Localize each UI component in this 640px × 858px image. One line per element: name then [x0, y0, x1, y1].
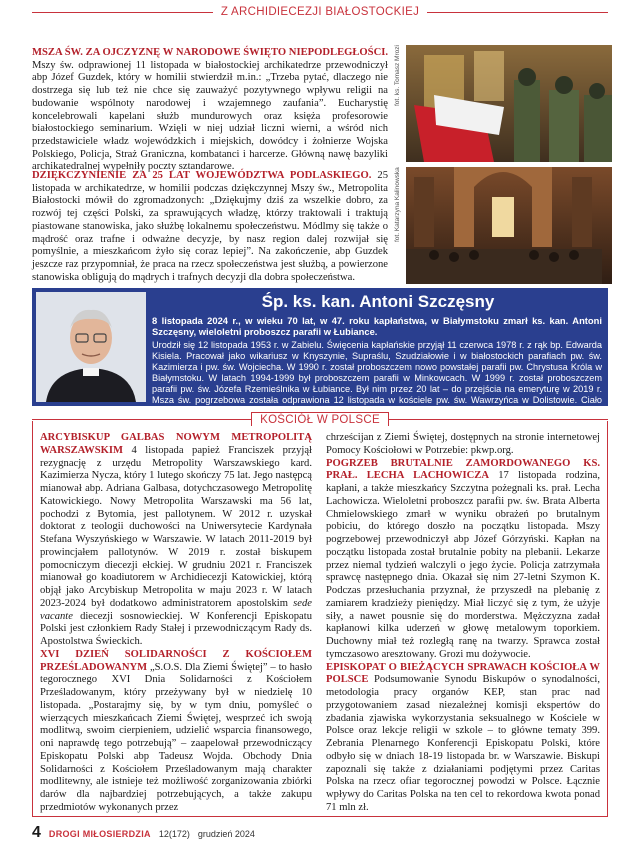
section-title: Z ARCHIDIECEZJI BIAŁOSTOCKIEJ: [220, 6, 420, 18]
article-headline: ARCYBISKUP GALBAS NOWYM METROPOLITĄ WARSZAWSKIM: [40, 432, 312, 456]
article-headline: MSZA ŚW. ZA OJCZYZNĘ W NARODOWE ŚWIĘTO NIEPODLEGŁOŚCI.: [32, 47, 388, 58]
section-title: KOŚCIÓŁ W POLSCE: [251, 412, 389, 426]
issue-number: 12(172): [158, 829, 190, 839]
photo-soldiers-image: [394, 45, 612, 162]
section-header-poland: [32, 412, 608, 426]
article-independence-mass: [32, 47, 388, 174]
article-galbas: [40, 432, 312, 649]
article-solidarity-cont: chrześcijan z Ziemi Świętej, dostępnych na stronie internetowej Pomocy Kościołowi w Potrzebie: pkwp.org.: [326, 432, 600, 456]
article-headline: XVI DZIEŃ SOLIDARNOŚCI Z KOŚCIOŁEM PRZEŚLADOWANYM: [40, 648, 312, 673]
obituary-lead: 8 listopada 2024 r., w wieku 70 lat, w 47. roku kapłaństwa, w Białymstoku zmarł ks. kan. Antoni Szczęsny, wieloletni proboszcz parafii w Łubiance.: [152, 315, 602, 338]
magazine-name: DROGI MIŁOSIERDZIA: [48, 829, 151, 839]
photo-credit: fot. ks. Tomasz Mrozi: [394, 45, 406, 162]
obituary-portrait: [36, 292, 146, 402]
page-number: 4: [32, 824, 41, 841]
obituary-title: Śp. ks. kan. Antoni Szczęsny: [261, 292, 495, 311]
issue-date: grudzień 2024: [197, 829, 255, 839]
photo-cathedral-soldiers: [394, 45, 612, 162]
priest-portrait-image: [36, 292, 146, 402]
article-body: „S.O.S. Dla Ziemi Świętej” – to hasło tegorocznego XVI Dnia Solidarności z Kościołem Prześladowanym, który przeżywany był w niedzielę 10 listopada. „Postarajmy się, by w tym dniu, pomyśleć o wierzących mieszkańcach Ziemi Świętej, wesprzeć ich swoją modlitwą, swoim cierpieniem, udzielić wsparcia finansowego, oni naprawdę tego potrzebują” – zaapelował przewodniczący Episkopatu Polski abp Tadeusz Wojda. Obchody Dnia Solidarności z Kościołem Prześladowanym mają charakter modlitewny, ale istnieje też możliwość zorganizowania zbiórki darów dla najbardziej potrzebujących, a także zakupu przedmiotów wykonanych przez: [40, 661, 312, 813]
photo-credit: fot. Katarzyna Kalinowska: [394, 167, 406, 284]
article-podlaskie-thanksgiving: [32, 170, 388, 284]
article-headline: DZIĘKCZYNIENIE ZA 25 LAT WOJEWÓDZTWA PODLASKIEGO.: [32, 170, 372, 181]
article-body: 25 listopada w archikatedrze, w homilii podczas dziękczynnej Mszy św., Metropolita Białostocki mówił do zgromadzonych: „Dziękujmy dziś za wszelkie dobro, za rozwój tej części Polski, za sprawujących władzę, którzy traktowali i traktują piastowane stanowiska, jako służbę lokalnemu społeczeństwu. Módlmy się także o mądrość oraz trafne i odważne decyzje, by nasz region dalej rozwijał się pomyślnie, a mieszkańcom żyło się coraz lepiej”. Na zakończenie, abp Guzdek jeszcze raz przypomniał, że praca na rzecz społeczeństwa jest służbą, a powierzone stanowiska obligują do mądrych i trafnych decyzji dla dobra społeczeństwa.: [32, 170, 388, 283]
article-italic: sede vacante: [40, 597, 312, 622]
page-footer: [32, 824, 255, 842]
column-right: [326, 432, 600, 815]
photo-cathedral-interior: [394, 167, 612, 284]
article-episcopate: [326, 662, 600, 815]
section-header-archdiocese: [32, 6, 608, 18]
article-body: Mszy św. odprawionej 11 listopada w białostockiej archikatedrze przewodniczył abp Józef Guzdek, który w homilii stwierdził m.in.: „Trzeba pytać, dlaczego nie dostrzega się lub też nie chce się zauważyć pozytywnego wpływu religii na budowanie wspólnoty narodowej i wzajemnego zaufania”. Eucharystię koncelebrowali kapelani służb mundurowych oraz księża profesorowie białostockiego seminarium. Wzięli w niej udział liczni wierni, a wśród nich przedstawiciele władz wojewódzkich i miejskich, dowódcy i żołnierze Wojska Polskiego, Policja, Straż Graniczna, kombatanci i harcerze. Główną nawę bazyliki archikatedralnej wypełniły poczty sztandarowe.: [32, 59, 388, 173]
article-body: 17 listopada rodzina, kapłani, a także mieszkańcy Szczytna pożegnali ks. prał. Lecha Lachowicza. Wieloletni proboszcz parafii pw. św. Brata Alberta Chmielowskiego zmarł w wyniku obrażeń po brutalnym pobiciu, do którego doszło na początku listopada. Mszy pogrzebowej przewodniczył abp Józef Górzyński. Kapłan na początku listopada został brutalnie pobity na plebanii. Lekarze przez niemal tydzień walczyli o jego życie. Policja zatrzymała sprawcę następnego dnia. Okazał się nim 27-letni Szymon K. Podczas przesłuchania przyznał, że przyszedł na plebanię z zamiarem kradzieży pieniędzy. Miał liczyć się z tym, że użyje siły, a nawet pousnie się do morderstwa. Mężczyzna zadał kapłanowi kilka uderzeń w głowę metalowym toporkiem. Duchowny miał też rozległą ranę na twarzy. Sprawca został tymczasowo aresztowany. Grozi mu dożywocie.: [326, 470, 600, 660]
article-headline: EPISKOPAT O BIEŻĄCYCH SPRAWACH KOŚCIOŁA W POLSCE: [326, 661, 600, 686]
article-body-cont: diecezji sosnowieckiej. W Konferencji Episkopatu Polski jest członkiem Rady Stałej i przewodniczącym Rady ds. Apostolstwa Świeckich.: [40, 610, 312, 647]
article-body: Podsumowanie Synodu Biskupów o synodalności, metodologia pracy organów KEP, stan prac nad przygotowaniem zasad niezależnej komisji ekspertów do zbadania zjawiska wykorzystania seksualnego w Kościele w Polsce oraz lekcje religii w szkole – to główne tematy 399. Zebrania Plenarnego Konferencji Episkopatu Polski, które odbyło się w dniach 18-19 listopada br. w Warszawie. Biskupi zapoznali się także z działaniami podjętymi przez Caritas Polska na rzecz ofiar tegorocznej powodzi w Polsce. Łącznie wpływy do Caritas Polska na ten cel to rekordowa kwota ponad 71 mln zł.: [326, 674, 600, 813]
obituary-body: Urodził się 12 listopada 1953 r. w Zabielu. Święcenia kapłańskie przyjął 11 czerwca 1978 r. z rąk bp. Edwarda Kisiela. Pracował jako wikariusz w Knyszynie, Supraślu, Szudziałowie i w białostockich parafiach pw. św. Kazimierza i pw. św. Wojciecha. W 1990 r. został proboszczem nowo powstałej parafii pw. Chrystusa Króla w Białymstoku. W latach 1994-1999 był proboszczem parafii w Minkowcach. W 1999 r. został proboszczem parafii pw. św. Józefa Rzemieślnika w Łubiance. Był nim przez 20 lat – do przejścia na emeryturę w 2019 r. Msza św. pogrzebowa została odprawiona 12 listopada w kościele pw. św. Wawrzyńca w Dolistowie. Ciało zmarłego Kapłana zostało pochowane na cmentarzu w Dolistowie.: [152, 340, 602, 416]
photo-interior-image: [394, 167, 612, 284]
obituary-box: [32, 288, 608, 416]
article-headline: POGRZEB BRUTALNIE ZAMORDOWANEGO KS. PRAŁ. LECHA LACHOWICZA: [326, 457, 600, 482]
article-lachowicz: [326, 458, 600, 662]
column-left: [40, 432, 312, 815]
article-solidarity: [40, 649, 312, 815]
article-body: 4 listopada papież Franciszek przyjął rezygnację z urzędu Metropolity Warszawskiego kard. Kazimierza Nycza, który 1 lutego skończy 75 lat. Jego następcą mianował abp. Adriana Galbasa, dotychczasowego Metropolitę Katowickiego. Nowy Metropolita Warszawski ma 56 lat, pochodzi z Bytomia, jest pallotynem. W 2012 r. uzyskał doktorat z teologii duchowości na Uniwersytecie Kardynała Stefana Wyszyńskiego w Warszawie. W latach 2011-2019 był prowincjałem pallotynów. W 2019 r. został biskupem pomocniczym diecezji ełckiej. W grudniu 2021 r. Franciszek mianował go koadiutorem w Archidiecezji Katowickiej, którą objął jako Arcybiskup Metropolita w maju 2023 r. W latach 2023-2024 był dodatkowo administratorem apostolskim: [40, 444, 312, 609]
